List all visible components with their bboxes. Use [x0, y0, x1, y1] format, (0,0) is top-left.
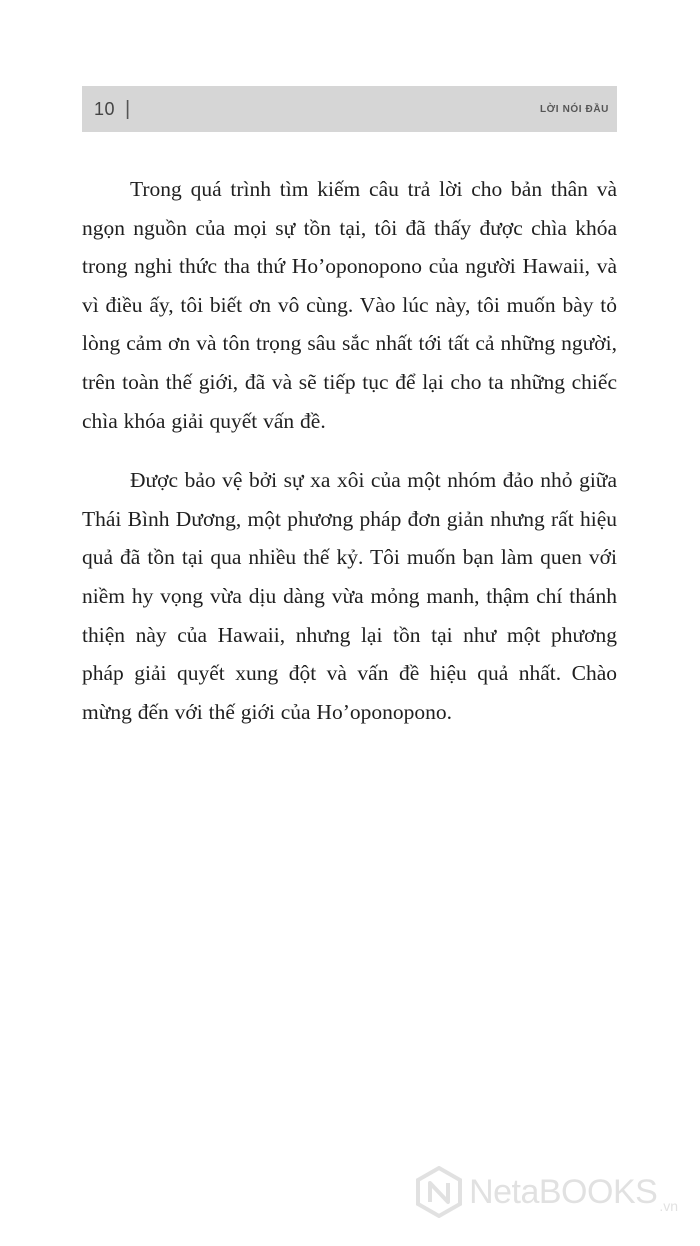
body-text — [82, 170, 617, 731]
watermark-suffix: .vn — [659, 1198, 678, 1214]
page-header — [82, 86, 617, 132]
page-number: 10 — [94, 98, 116, 119]
watermark-brand: NetaBOOKS — [469, 1173, 658, 1211]
chapter-title: LỜI NÓI ĐẦU — [539, 103, 609, 115]
neta-logo-icon — [415, 1166, 463, 1218]
header-left — [94, 98, 130, 121]
paragraph-2: Được bảo vệ bởi sự xa xôi của một nhóm đảo nhỏ giữa Thái Bình Dương, một phương pháp đơn giản nhưng rất hiệu quả đã tồn tại qua nhiều thế kỷ. Tôi muốn bạn làm quen với niềm hy vọng vừa dịu dàng vừa mỏng manh, thậm chí thánh thiện này của Hawaii, nhưng lại tồn tại như một phương pháp giải quyết xung đột và vấn đề hiệu quả nhất. Chào mừng đến với thế giới của Ho’oponopono. — [82, 468, 617, 724]
header-divider: | — [125, 97, 131, 120]
paragraph-1: Trong quá trình tìm kiếm câu trả lời cho bản thân và ngọn nguồn của mọi sự tồn tại, tôi đã thấy được chìa khóa trong nghi thức tha thứ Ho’oponopono của người Hawaii, và vì điều ấy, tôi biết ơn vô cùng. Vào lúc này, tôi muốn bày tỏ lòng cảm ơn và tôn trọng sâu sắc nhất tới tất cả những người, trên toàn thế giới, đã và sẽ tiếp tục để lại cho ta những chiếc chìa khóa giải quyết vấn đề. — [82, 177, 617, 433]
watermark — [415, 1166, 678, 1218]
